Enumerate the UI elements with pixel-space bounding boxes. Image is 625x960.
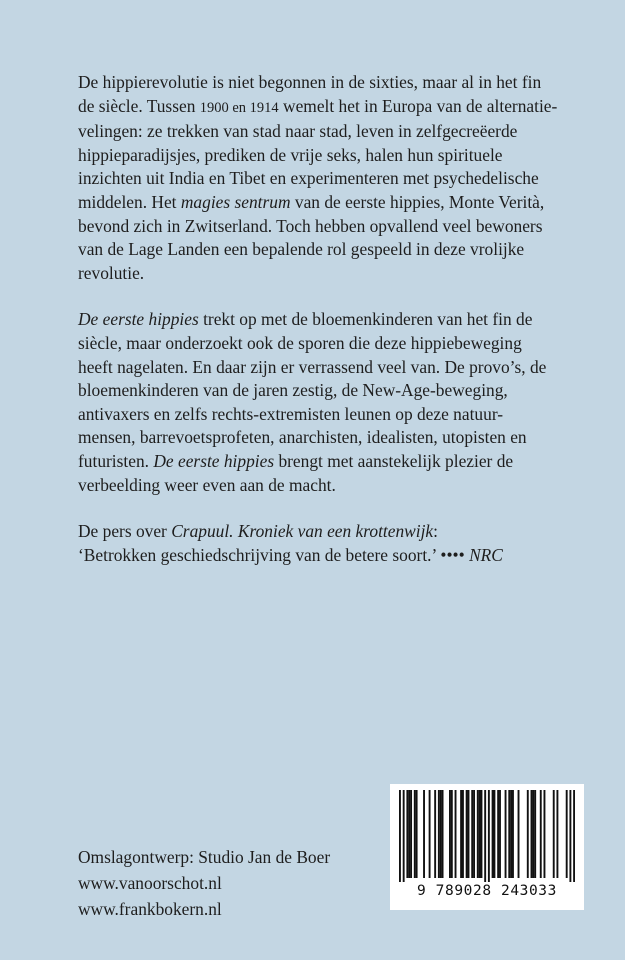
barcode-bar: [518, 790, 520, 878]
barcode-bar: [544, 790, 546, 878]
blurb-text: brengt met aanstekelijk plezier de verbeelding weer even aan de macht.: [78, 450, 514, 495]
barcode-bar: [399, 790, 401, 882]
author-website: www.frankbokern.nl: [78, 899, 222, 919]
press-rating: ••••: [440, 544, 465, 565]
barcode-bar: [462, 790, 464, 878]
blurb-text: trekt op met de bloemenkinderen van het fin de siècle, maar onderzoekt ook de sporen die deze hippiebeweging heeft nagelaten. En daar zijn er verrassend veel van. De provo’s, de bloemenkinderen van de jaren zestig, de New-Age-beweging, antivaxers en zelfs rechts-extremisten leunen op deze natuur- mensen, barrevoetsprofeten, anarchisten, idealisten, utopisten en futuristen.: [78, 309, 547, 471]
barcode-bar: [512, 790, 514, 878]
press-intro: De pers over: [78, 521, 172, 542]
barcode-bar: [471, 790, 473, 878]
barcode-bar: [451, 790, 453, 878]
press-quote: [78, 520, 558, 567]
press-quote-text: ‘Betrokken geschiedschrijving van de betere soort.’: [78, 544, 436, 565]
barcode-bar: [497, 790, 499, 878]
credits: [78, 844, 330, 922]
book-title-italic: De eerste hippies: [78, 309, 199, 330]
blurb-text: De hippierevolutie is niet begonnen in de sixties, maar al in het fin de siècle. Tussen: [78, 72, 542, 116]
barcode-bars: [399, 790, 575, 882]
barcode-bar: [481, 790, 483, 878]
barcode-bar: [479, 790, 481, 878]
barcode-bar: [566, 790, 568, 878]
blurb-paragraph-2: [78, 308, 558, 497]
book-title-italic: De eerste hippies: [153, 450, 275, 471]
barcode-bar: [455, 790, 457, 878]
barcode-bar: [473, 790, 475, 878]
isbn-number: 9 789028 243033: [417, 883, 557, 899]
barcode-bar: [540, 790, 542, 878]
barcode-bar: [429, 790, 431, 878]
barcode-bar: [492, 790, 494, 878]
press-book-title: Crapuul. Kroniek van een krottenwijk: [171, 521, 434, 542]
press-source: NRC: [469, 544, 503, 565]
blurb-years: 1900 en 1914: [199, 99, 279, 116]
barcode-bar: [438, 790, 440, 878]
barcode-bar: [573, 790, 575, 882]
barcode-bar: [434, 790, 436, 878]
barcode-bar: [505, 790, 507, 878]
cover-design-credit: Omslagontwerp: Studio Jan de Boer: [78, 847, 331, 867]
barcode-bar: [556, 790, 558, 878]
press-intro-line: [78, 520, 558, 544]
barcode-bar: [531, 790, 533, 878]
barcode-bar: [414, 790, 416, 878]
barcode-bar: [440, 790, 442, 878]
blurb-text: van de eerste hippies, Monte Verità, bevond zich in Zwitserland. Toch hebben opvallend veel bewoners van de Lage Landen een bepalende rol gespeeld in deze vrolijke revolutie.: [78, 191, 545, 283]
barcode-bar: [527, 790, 529, 878]
barcode-bar: [466, 790, 468, 878]
barcode-bar: [508, 790, 510, 878]
press-quote-line: [78, 544, 558, 568]
blurb-paragraph-1: [78, 71, 558, 285]
barcode-bar: [484, 790, 486, 882]
barcode-bar: [416, 790, 418, 878]
barcode-bar: [534, 790, 536, 878]
barcode-bar: [423, 790, 425, 878]
barcode-bar: [468, 790, 470, 878]
press-colon: :: [433, 521, 438, 542]
barcode-bar: [460, 790, 462, 878]
barcode-bar: [569, 790, 571, 882]
barcode-bar: [449, 790, 451, 878]
blurb-text: wemelt het in Europa van de alternatie- velingen: ze trekken van stad naar stad, leven in zelfgecreëerde hippieparadijsjes, prediken de vrije seks, halen hun spirituele inzichten uit India en Tibet en experimenteren met psychedelische middelen. Het: [78, 95, 558, 212]
barcode-bar: [408, 790, 410, 878]
barcode-bar: [553, 790, 555, 878]
barcode-bar: [403, 790, 405, 882]
blurb-italic: magies sentrum: [180, 191, 291, 212]
barcode-bar: [442, 790, 444, 878]
barcode-bar: [488, 790, 490, 882]
publisher-website: www.vanoorschot.nl: [78, 873, 222, 893]
barcode-bar: [499, 790, 501, 878]
isbn-barcode: [390, 784, 584, 910]
barcode-bar: [532, 790, 534, 878]
barcode-bar: [477, 790, 479, 878]
barcode-bar: [493, 790, 495, 878]
back-cover-blurb: [78, 71, 558, 567]
barcode-bar: [406, 790, 408, 878]
barcode-bar: [410, 790, 412, 878]
barcode-bar: [510, 790, 512, 878]
